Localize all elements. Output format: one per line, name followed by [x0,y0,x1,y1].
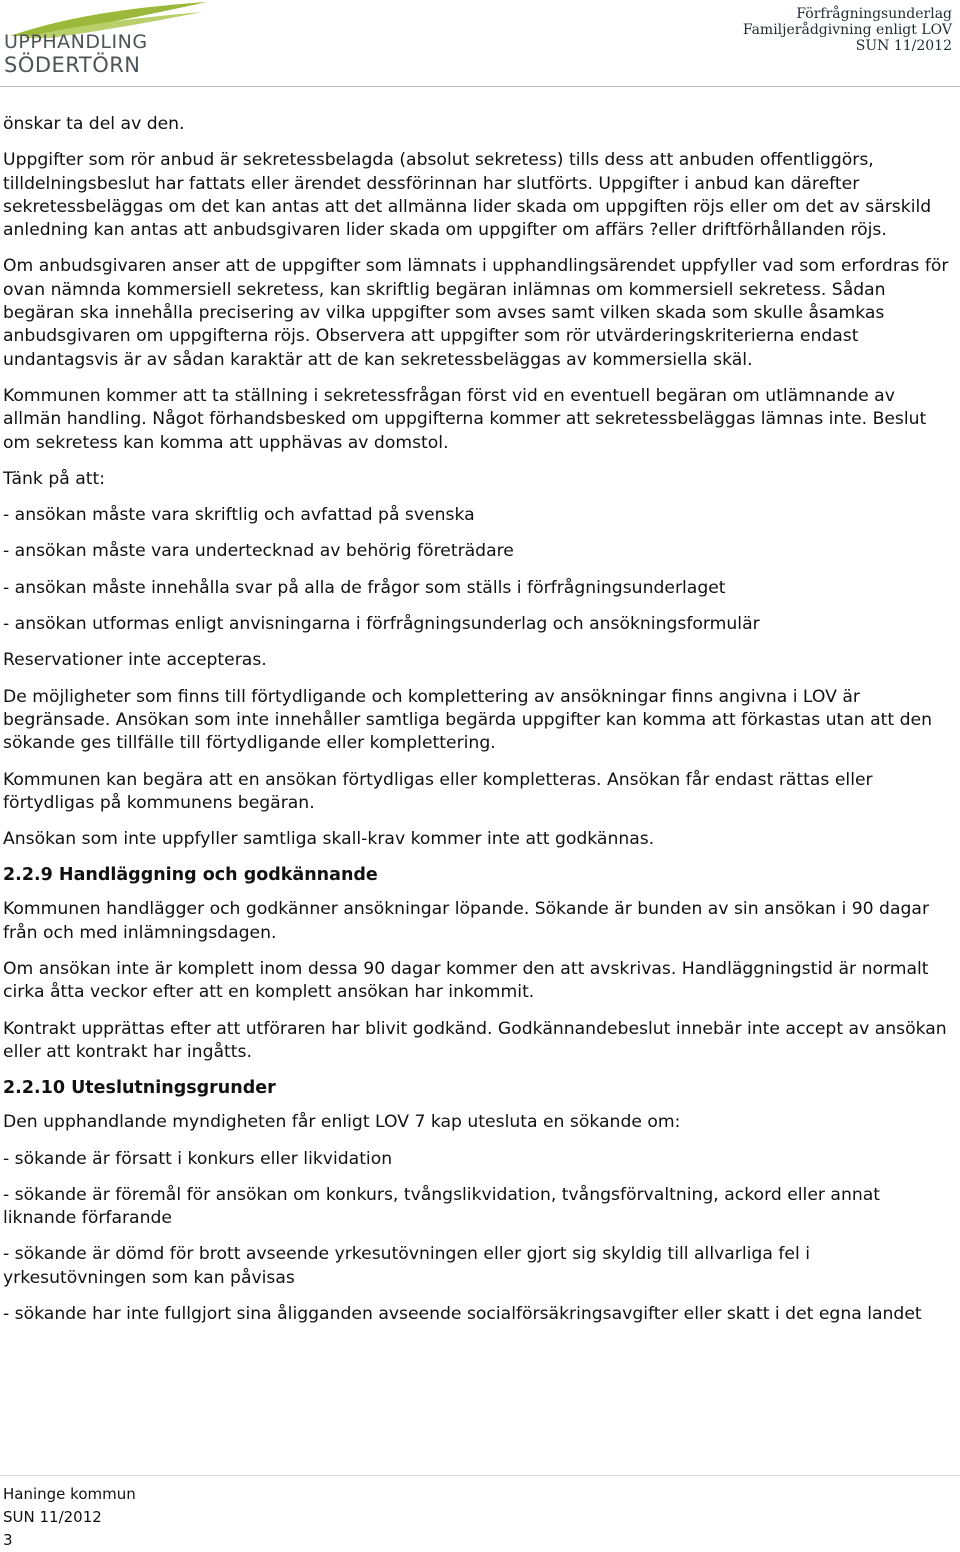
document-body [3,113,958,1339]
list-item: - sökande har inte fullgjort sina åligganden avseende socialförsäkringsavgifter eller skatt i det egna landet [3,1303,922,1324]
footer-ref: SUN 11/2012 [3,1508,102,1526]
list-item: - sökande är föremål för ansökan om konkurs, tvångslikvidation, tvångsförvaltning, ackord eller annat liknande förfarande [3,1184,881,1229]
document-meta [743,6,952,54]
page-number: 3 [3,1531,13,1549]
header-divider [0,86,960,87]
section-heading: 2.2.10 Uteslutningsgrunder [3,1078,276,1099]
list-item: - ansökan måste vara skriftlig och avfattad på svenska [3,505,475,526]
paragraph: Den upphandlande myndigheten får enligt LOV 7 kap utesluta en sökande om: [3,1112,681,1133]
paragraph: önskar ta del av den. [3,114,185,134]
footer-org: Haninge kommun [3,1485,136,1503]
doc-type: Förfrågningsunderlag [796,6,952,22]
paragraph: Tänk på att: [3,468,106,489]
paragraph: De möjligheter som finns till förtydligande och komplettering av ansökningar finns angivna i LOV är begränsade. Ansökan som inte innehåller samtliga begärda uppgifter kan komma att förkastas utan att den sökande ges tillfälle till förtydligande eller komplettering. [3,686,932,754]
page-header [0,0,960,88]
list-item: - ansökan måste vara undertecknad av behörig företrädare [3,541,514,562]
paragraph: Kommunen kommer att ta ställning i sekretessfrågan först vid en eventuell begäran om utlämnande av allmän handling. Något förhandsbesked om uppgifterna kommer att sekretessbeläggas lämnas inte. Beslut om sekretess kan komma att upphävas av domstol. [3,385,927,453]
logo-text-line2: SÖDERTÖRN [4,53,141,77]
paragraph: Om ansökan inte är komplett inom dessa 90 dagar kommer den att avskrivas. Handläggningstid är normalt cirka åtta veckor efter att en komplett ansökan har inkommit. [3,959,929,1003]
section-heading: 2.2.9 Handläggning och godkännande [3,865,378,886]
paragraph: Kommunen kan begära att en ansökan förtydligas eller kompletteras. Ansökan får endast rättas eller förtydligas på kommunens begäran. [3,769,873,813]
paragraph: Reservationer inte accepteras. [3,650,267,671]
upphandling-sodertorn-logo [2,0,212,84]
page-footer [3,1483,136,1552]
logo-text-line1: UPPHANDLING [4,31,148,53]
paragraph: Ansökan som inte uppfyller samtliga skall-krav kommer inte att godkännas. [3,829,655,850]
paragraph: Kontrakt upprättas efter att utföraren har blivit godkänd. Godkännandebeslut innebär inte accept av ansökan eller att kontrakt har ingåtts. [3,1018,947,1062]
paragraph: Uppgifter som rör anbud är sekretessbelagda (absolut sekretess) tills dess att anbuden offentliggörs, tilldelningsbeslut har fattats eller ärendet dessförinnan har slutförts. Uppgifter i anbud kan därefter sekretessbeläggas om det kan antas att det allmänna lider skada om uppgiften röjs eller om det av särskild anledning kan antas att anbudsgivaren lider skada om uppgifter om affärs ?eller driftförhållanden röjs. [3,150,932,241]
list-item: - sökande är dömd för brott avseende yrkesutövningen eller gjort sig skyldig till allvarliga fel i yrkesutövningen som kan påvisas [3,1244,810,1288]
paragraph: Kommunen handlägger och godkänner ansökningar löpande. Sökande är bunden av sin ansökan i 90 dagar från och med inlämningsdagen. [3,899,930,943]
footer-divider [0,1475,960,1476]
list-item: - ansökan utformas enligt anvisningarna i förfrågningsunderlag och ansökningsformulär [3,614,760,635]
doc-ref: SUN 11/2012 [855,38,952,54]
list-item: - sökande är försatt i konkurs eller likvidation [3,1148,393,1169]
doc-title: Familjerådgivning enligt LOV [742,22,952,38]
list-item: - ansökan måste innehålla svar på alla de frågor som ställs i förfrågningsunderlaget [3,577,726,598]
paragraph: Om anbudsgivaren anser att de uppgifter som lämnats i upphandlingsärendet uppfyller vad som erfordras för ovan nämnda kommersiell sekretess, kan skriftlig begäran inlämnas om kommersiell sekretess. Sådan begäran ska innehålla precisering av vilka uppgifter som avses samt vilken skada som skulle åsamkas anbudsgivaren om uppgifterna röjs. Observera att uppgifter som rör utvärderingskriterierna endast undantagsvis är av sådan karaktär att de kan sekretessbeläggas av kommersiella skäl. [3,256,949,370]
